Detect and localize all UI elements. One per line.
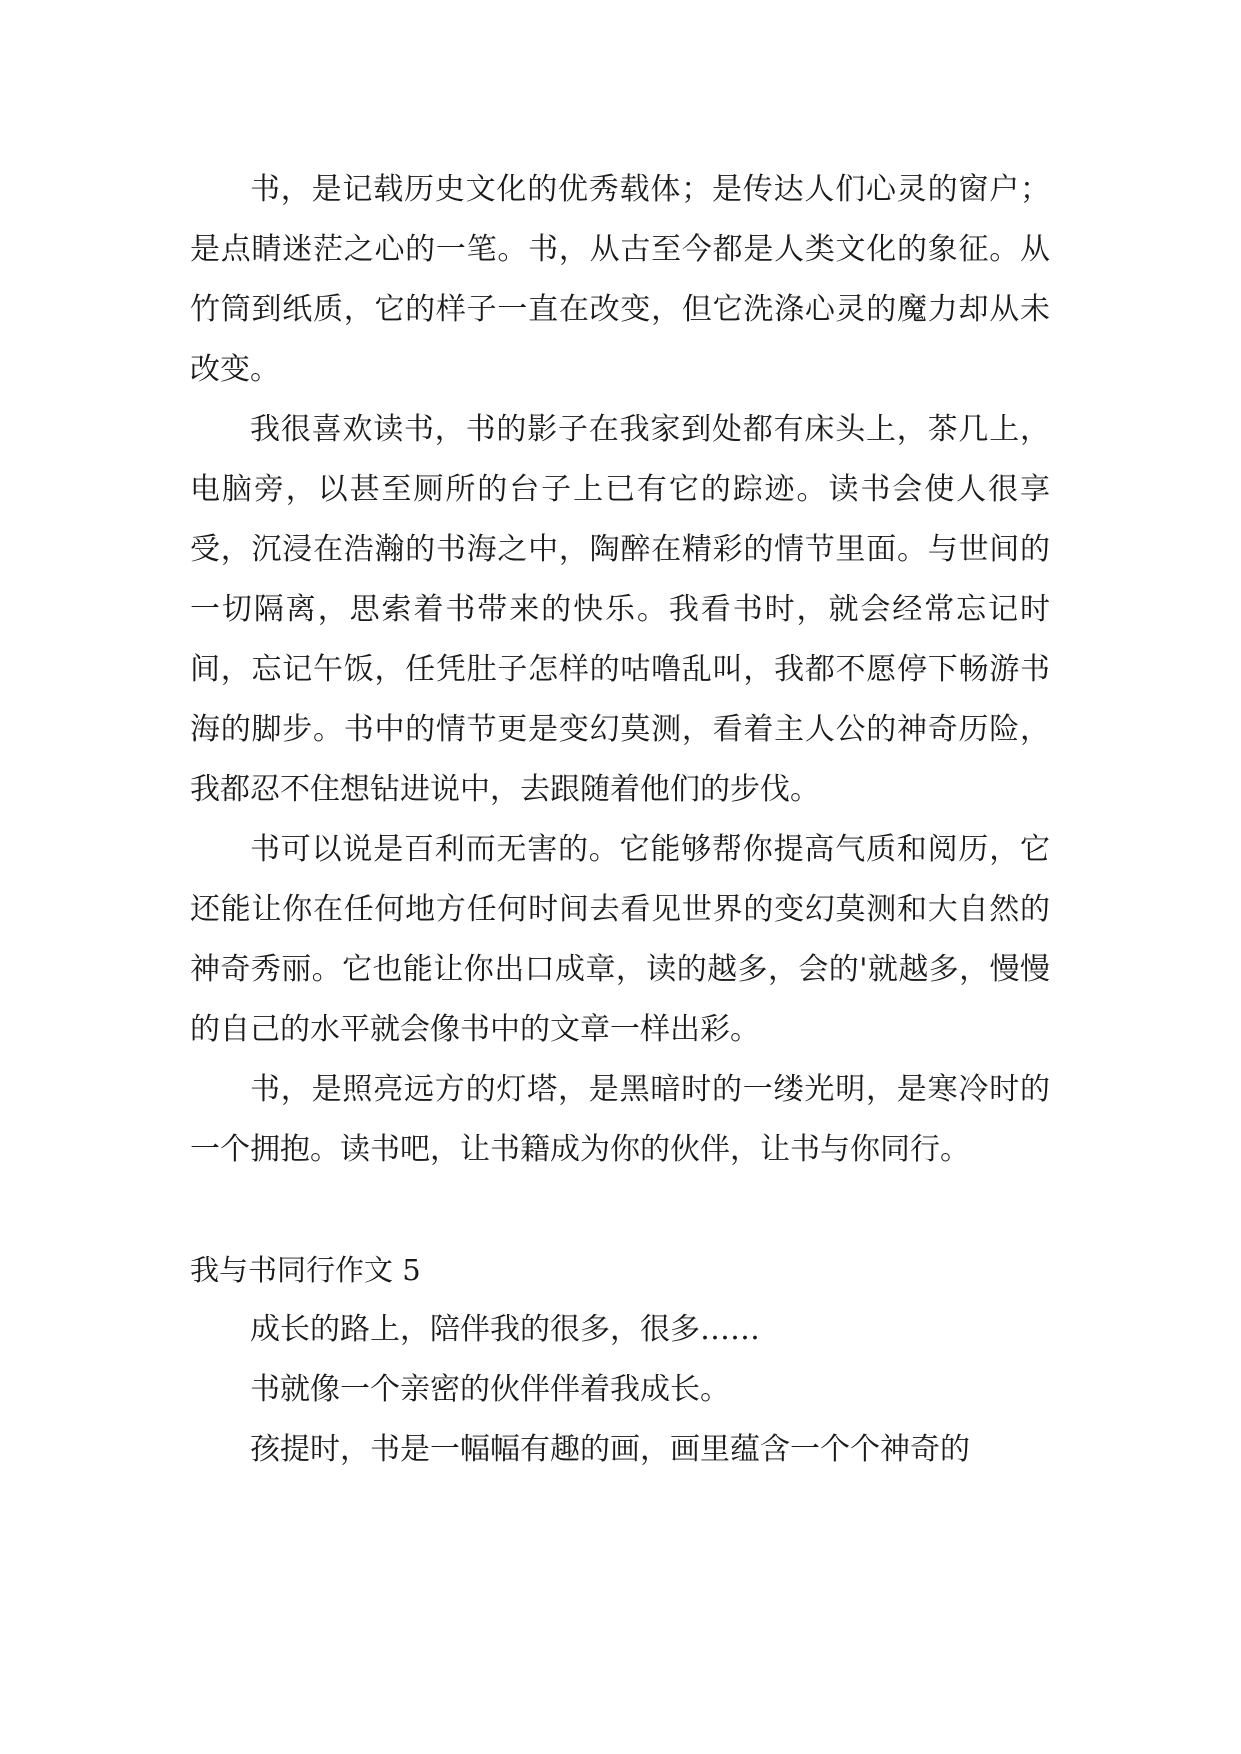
paragraph-4: 书，是照亮远方的灯塔，是黑暗时的一缕光明，是寒冷时的一个拥抱。读书吧，让书籍成为你的伙伴，让书与你同行。 xyxy=(190,1072,1050,1167)
paragraph-3: 书可以说是百利而无害的。它能够帮你提高气质和阅历，它还能让你在任何地方任何时间去看见世界的变幻莫测和大自然的神奇秀丽。它也能让你出口成章，读的越多，会的'就越多，慢慢的自己的水平就会像书中的文章一样出彩。 xyxy=(190,832,1050,1047)
section-title: 我与书同行作文 5 xyxy=(190,1253,421,1287)
document-body xyxy=(190,160,1050,1480)
paragraph-6: 书就像一个亲密的伙伴伴着我成长。 xyxy=(250,1372,730,1407)
section-spacer xyxy=(190,1180,1050,1240)
paragraph-2: 我很喜欢读书，书的影子在我家到处都有床头上，茶几上，电脑旁，以甚至厕所的台子上已有它的踪迹。读书会使人很享受，沉浸在浩瀚的书海之中，陶醉在精彩的情节里面。与世间的一切隔离，思索着书带来的快乐。我看书时，就会经常忘记时间，忘记午饭，任凭肚子怎样的咕噜乱叫，我都不愿停下畅游书海的脚步。书中的情节更是变幻莫测，看着主人公的神奇历险，我都忍不住想钻进说中，去跟随着他们的步伐。 xyxy=(190,412,1050,807)
paragraph-5: 成长的路上，陪伴我的很多，很多…… xyxy=(250,1312,760,1347)
paragraph-1: 书，是记载历史文化的优秀载体；是传达人们心灵的窗户；是点睛迷茫之心的一笔。书，从古至今都是人类文化的象征。从竹筒到纸质，它的样子一直在改变，但它洗涤心灵的魔力却从未改变。 xyxy=(190,172,1050,387)
paragraph-7: 孩提时，书是一幅幅有趣的画，画里蕴含一个个神奇的 xyxy=(250,1432,970,1467)
